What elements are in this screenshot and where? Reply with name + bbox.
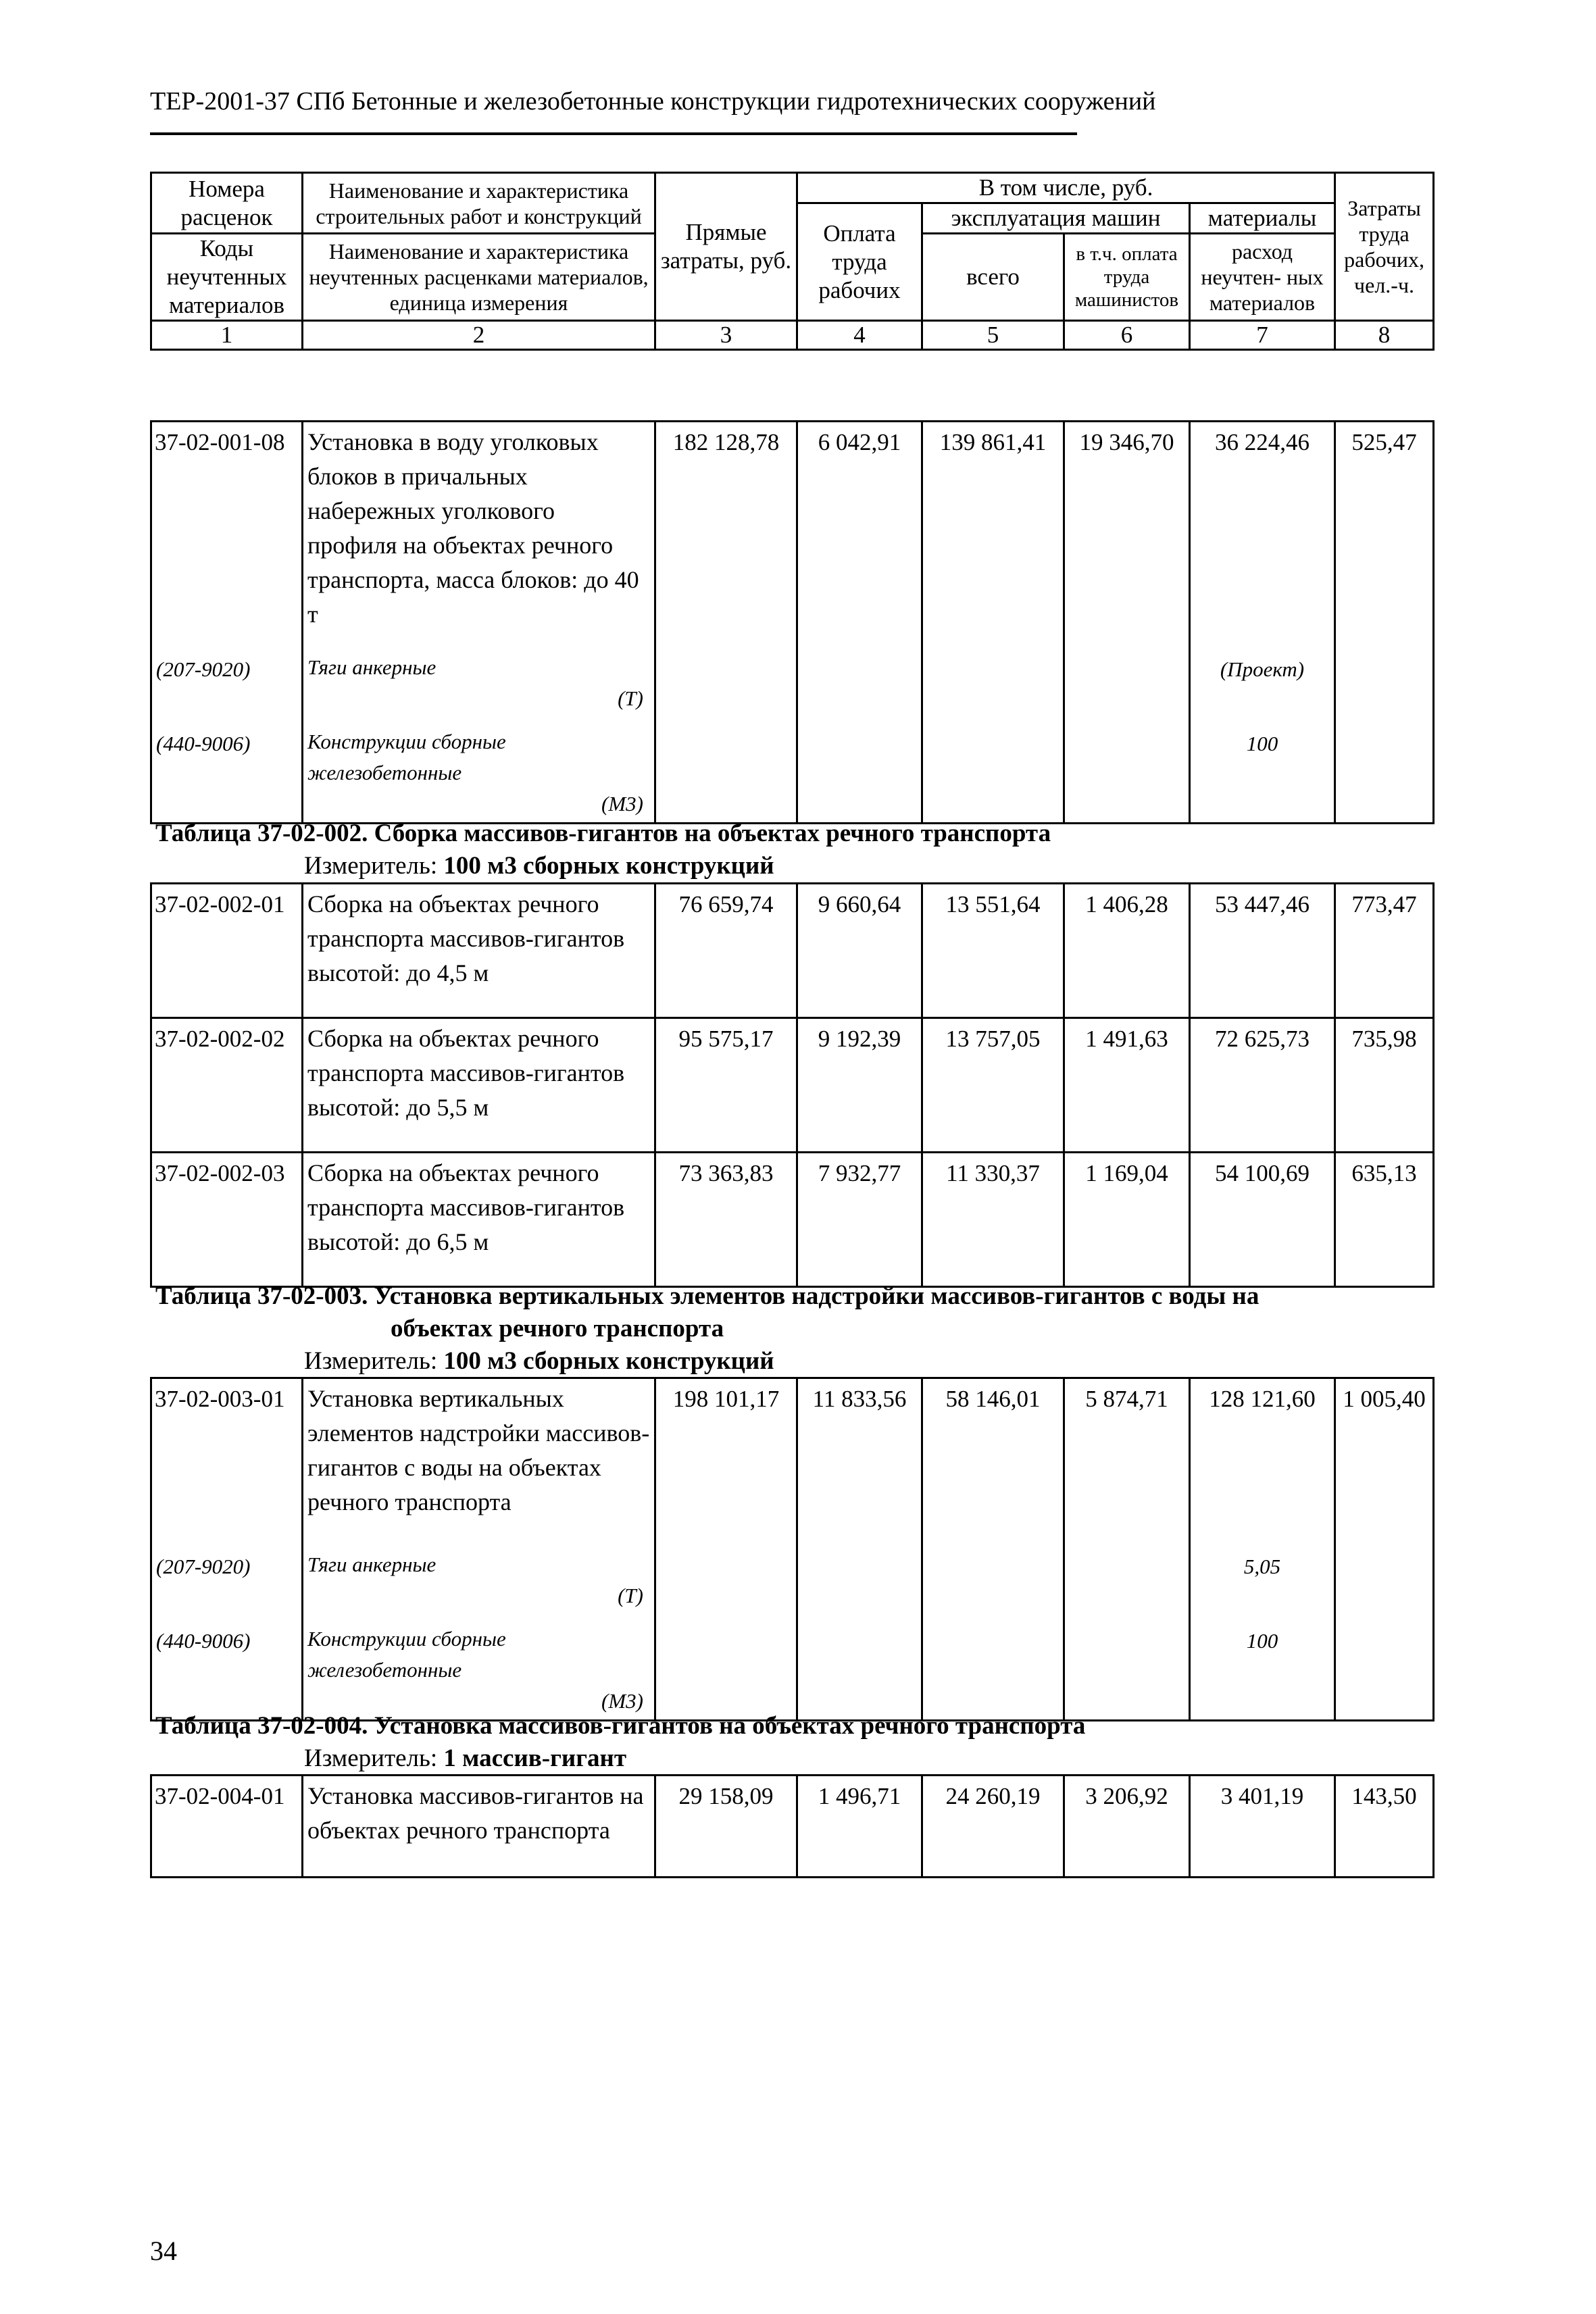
machinist-cost: 1 491,63 <box>1064 1018 1190 1153</box>
material-row <box>151 1540 1434 1614</box>
machine-cost: 11 330,37 <box>922 1153 1064 1287</box>
material-unit: (Т) <box>618 686 643 710</box>
material-name: Тяги анкерные <box>307 655 437 679</box>
column-header-table <box>150 172 1435 351</box>
table-caption-continued: объектах речного транспорта <box>391 1315 724 1342</box>
material-row <box>151 1614 1434 1721</box>
col-number: 5 <box>922 321 1064 350</box>
material-unit: (М3) <box>601 792 643 815</box>
rate-code: 37-02-004-01 <box>151 1776 303 1878</box>
table-row <box>151 1153 1434 1287</box>
material-row <box>151 717 1434 824</box>
material-cost: 54 100,69 <box>1190 1153 1335 1287</box>
machine-cost: 13 551,64 <box>922 884 1064 1018</box>
machine-cost: 13 757,05 <box>922 1018 1064 1153</box>
direct-cost: 29 158,09 <box>655 1776 797 1878</box>
labor-hours: 735,98 <box>1335 1018 1434 1153</box>
material-row <box>151 643 1434 717</box>
material-cost: 53 447,46 <box>1190 884 1335 1018</box>
rate-name: Установка в воду уголковых блоков в причальных набережных уголкового профиля на объектах речного транспорта, масса блоков: до 40 т <box>303 422 655 643</box>
header-col6: в т.ч. оплата труда машинистов <box>1064 234 1190 321</box>
measure-label: Измеритель: <box>304 1347 438 1375</box>
material-amount: 100 <box>1190 717 1335 824</box>
material-code: (207-9020) <box>151 1540 303 1614</box>
material-cost: 72 625,73 <box>1190 1018 1335 1153</box>
table-37-02-003 <box>150 1377 1435 1721</box>
table-row <box>151 1018 1434 1153</box>
labor-hours: 635,13 <box>1335 1153 1434 1287</box>
material-cost: 3 401,19 <box>1190 1776 1335 1878</box>
rate-name: Установка массивов-гигантов на объектах речного транспорта <box>303 1776 655 1878</box>
rate-name: Сборка на объектах речного транспорта массивов-гигантов высотой: до 4,5 м <box>303 884 655 1018</box>
direct-cost: 182 128,78 <box>655 422 797 643</box>
labor-cost: 9 192,39 <box>797 1018 922 1153</box>
col-number: 6 <box>1064 321 1190 350</box>
rate-name: Сборка на объектах речного транспорта массивов-гигантов высотой: до 6,5 м <box>303 1153 655 1287</box>
table-37-02-002 <box>150 882 1435 1288</box>
table-caption: Таблица 37-02-004. Установка массивов-гигантов на объектах речного транспорта <box>155 1712 1086 1740</box>
rate-name: Сборка на объектах речного транспорта массивов-гигантов высотой: до 5,5 м <box>303 1018 655 1153</box>
material-cost: 36 224,46 <box>1190 422 1335 643</box>
direct-cost: 76 659,74 <box>655 884 797 1018</box>
labor-cost: 9 660,64 <box>797 884 922 1018</box>
machine-cost: 24 260,19 <box>922 1776 1064 1878</box>
measure-value: 100 м3 сборных конструкций <box>443 852 774 880</box>
material-name: Конструкции сборные железобетонные <box>307 1627 506 1682</box>
machinist-cost: 5 874,71 <box>1064 1378 1190 1540</box>
header-materials: материалы <box>1190 203 1335 234</box>
labor-cost: 11 833,56 <box>797 1378 922 1540</box>
header-col8: Затраты труда рабочих, чел.-ч. <box>1335 173 1434 321</box>
header-machines: эксплуатация машин <box>922 203 1190 234</box>
material-amount: 5,05 <box>1190 1540 1335 1614</box>
header-col1-bottom: Коды неучтенных материалов <box>151 234 303 321</box>
machinist-cost: 19 346,70 <box>1064 422 1190 643</box>
material-name-cell <box>303 717 655 824</box>
material-cost: 128 121,60 <box>1190 1378 1335 1540</box>
machinist-cost: 3 206,92 <box>1064 1776 1190 1878</box>
machinist-cost: 1 406,28 <box>1064 884 1190 1018</box>
table-row <box>151 422 1434 643</box>
material-name: Тяги анкерные <box>307 1553 437 1576</box>
table-caption: Таблица 37-02-003. Установка вертикальных элементов надстройки массивов-гигантов с воды на <box>155 1282 1260 1310</box>
col-number: 7 <box>1190 321 1335 350</box>
col-number: 4 <box>797 321 922 350</box>
rate-code: 37-02-001-08 <box>151 422 303 643</box>
rate-code: 37-02-002-03 <box>151 1153 303 1287</box>
rate-name: Установка вертикальных элементов надстройки массивов-гигантов с воды на объектах речного транспорта <box>303 1378 655 1540</box>
labor-cost: 7 932,77 <box>797 1153 922 1287</box>
header-col2-bottom: Наименование и характеристика неучтенных расценками материалов, единица измерения <box>303 234 655 321</box>
machine-cost: 58 146,01 <box>922 1378 1064 1540</box>
page-number: 34 <box>150 2236 177 2266</box>
machine-cost: 139 861,41 <box>922 422 1064 643</box>
measure-value: 100 м3 сборных конструкций <box>443 1347 774 1375</box>
labor-cost: 1 496,71 <box>797 1776 922 1878</box>
table-37-02-004 <box>150 1774 1435 1878</box>
labor-hours: 1 005,40 <box>1335 1378 1434 1540</box>
direct-cost: 73 363,83 <box>655 1153 797 1287</box>
material-unit: (М3) <box>601 1689 643 1713</box>
material-code: (207-9020) <box>151 643 303 717</box>
material-name: Конструкции сборные железобетонные <box>307 730 506 784</box>
machinist-cost: 1 169,04 <box>1064 1153 1190 1287</box>
labor-hours: 143,50 <box>1335 1776 1434 1878</box>
header-col5: всего <box>922 234 1064 321</box>
material-amount: 100 <box>1190 1614 1335 1721</box>
direct-cost: 95 575,17 <box>655 1018 797 1153</box>
page-header: ТЕР-2001-37 СПб Бетонные и железобетонные конструкции гидротехнических сооружений <box>150 87 1156 116</box>
material-code: (440-9006) <box>151 1614 303 1721</box>
measure-label: Измеритель: <box>304 852 438 880</box>
rate-code: 37-02-003-01 <box>151 1378 303 1540</box>
measure-line <box>304 1744 626 1773</box>
header-col7: расход неучтен- ных материалов <box>1190 234 1335 321</box>
material-name-cell <box>303 1614 655 1721</box>
header-incl: В том числе, руб. <box>797 173 1335 203</box>
material-amount: (Проект) <box>1190 643 1335 717</box>
material-code: (440-9006) <box>151 717 303 824</box>
measure-value: 1 массив-гигант <box>443 1744 627 1772</box>
measure-line <box>304 1347 774 1376</box>
rate-code: 37-02-002-02 <box>151 1018 303 1153</box>
header-col1-top: Номера расценок <box>151 173 303 234</box>
labor-hours: 773,47 <box>1335 884 1434 1018</box>
material-name-cell <box>303 643 655 717</box>
col-number: 8 <box>1335 321 1434 350</box>
header-rule <box>150 132 1077 135</box>
col-number: 3 <box>655 321 797 350</box>
table-row <box>151 1776 1434 1878</box>
material-name-cell <box>303 1540 655 1614</box>
col-number: 2 <box>303 321 655 350</box>
labor-hours: 525,47 <box>1335 422 1434 643</box>
labor-cost: 6 042,91 <box>797 422 922 643</box>
measure-line <box>304 851 774 880</box>
measure-label: Измеритель: <box>304 1744 438 1772</box>
table-37-02-001 <box>150 420 1435 824</box>
material-unit: (Т) <box>618 1584 643 1607</box>
table-caption: Таблица 37-02-002. Сборка массивов-гигантов на объектах речного транспорта <box>155 820 1051 847</box>
rate-code: 37-02-002-01 <box>151 884 303 1018</box>
direct-cost: 198 101,17 <box>655 1378 797 1540</box>
col-number: 1 <box>151 321 303 350</box>
table-row <box>151 1378 1434 1540</box>
table-row <box>151 884 1434 1018</box>
header-col4: Оплата труда рабочих <box>797 203 922 321</box>
header-col2-top: Наименование и характеристика строительных работ и конструкций <box>303 173 655 234</box>
header-col3: Прямые затраты, руб. <box>655 173 797 321</box>
